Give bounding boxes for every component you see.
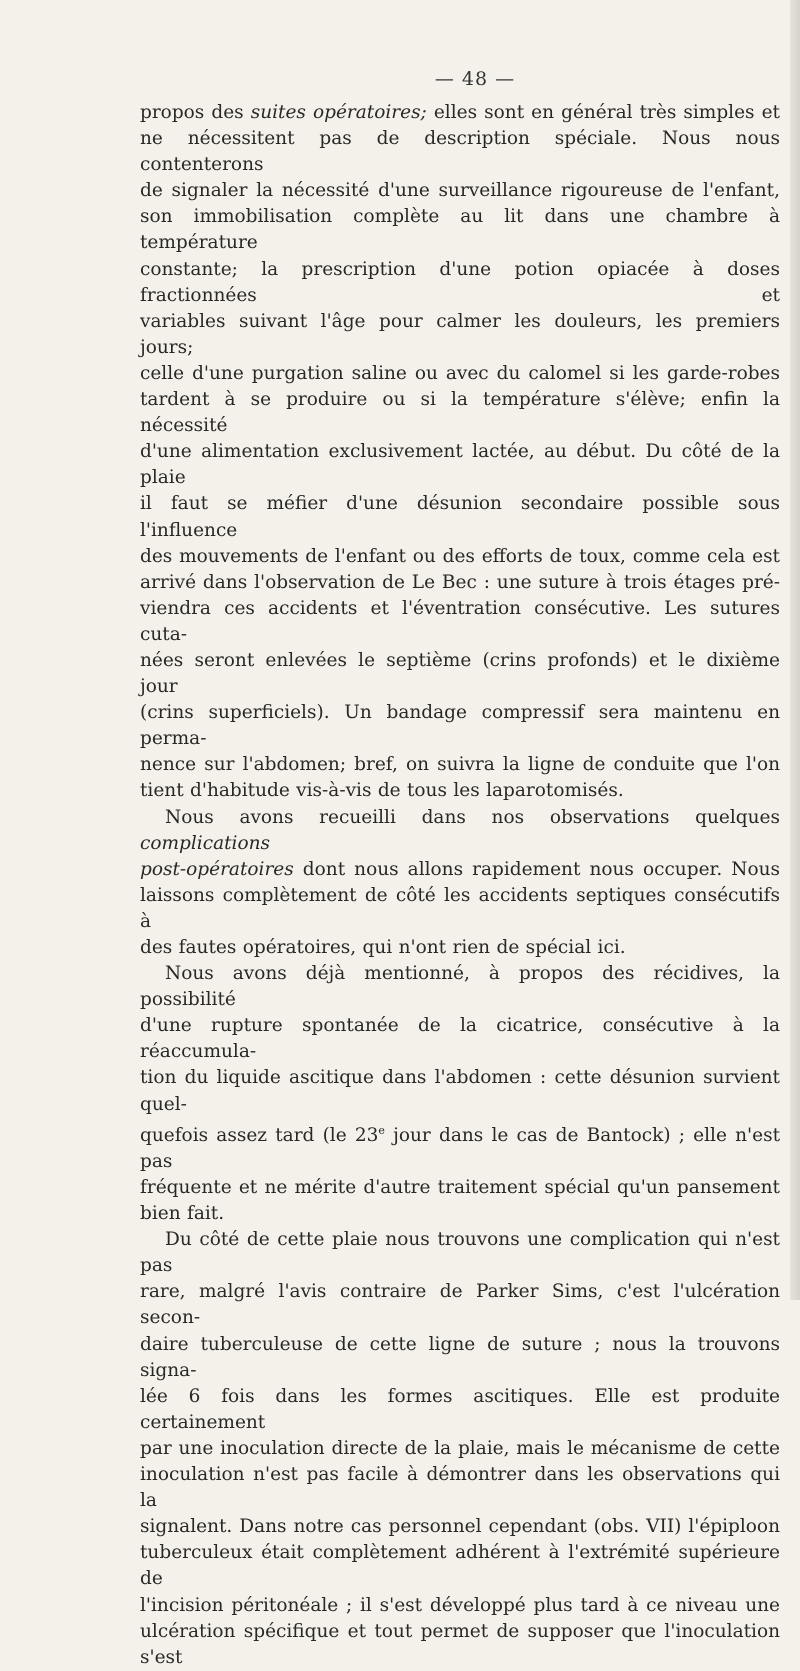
text-line: ulcération spécifique et tout permet de supposer que l'inoculation s'est — [140, 1620, 780, 1668]
text-line: tardent à se produire ou si la température s'élève; enfin la nécessité — [140, 389, 780, 437]
text-line: d'une rupture spontanée de la cicatrice, consécutive à la réaccumula- — [140, 1015, 780, 1063]
text-line: variables suivant l'âge pour calmer les douleurs, les premiers jours; — [140, 310, 780, 358]
text-line: tient d'habitude vis-à-vis de tous les laparotomisés. — [140, 780, 624, 802]
text-line: Nous avons déjà mentionné, à propos des récidives, la possibilité — [140, 963, 780, 1011]
text-line: des mouvements de l'enfant ou des efforts de toux, comme cela est — [140, 545, 780, 567]
text-line: constante; la prescription d'une potion opiacée à doses fractionnées et — [140, 258, 780, 306]
book-page — [140, 68, 780, 1671]
text-line: ne nécessitent pas de description spéciale. Nous nous contenterons — [140, 128, 780, 176]
page-number: — 48 — — [434, 68, 516, 90]
text-line: par une inoculation directe de la plaie, mais le mécanisme de cette — [140, 1437, 780, 1459]
text-line: post-opératoires dont nous allons rapidement nous occuper. Nous — [140, 858, 780, 880]
text-line: il faut se méfier d'une désunion secondaire possible sous l'influence — [140, 493, 780, 541]
text-line: rare, malgré l'avis contraire de Parker Sims, c'est l'ulcération secon- — [140, 1281, 780, 1329]
page-edge — [790, 0, 800, 1300]
text-line: celle d'une purgation saline ou avec du calomel si les garde-robes — [140, 362, 780, 384]
text-line: daire tuberculeuse de cette ligne de suture ; nous la trouvons signa- — [140, 1333, 780, 1381]
text-line: nées seront enlevées le septième (crins profonds) et le dixième jour — [140, 649, 780, 698]
text-line: tion du liquide ascitique dans l'abdomen : cette désunion survient quel- — [140, 1067, 780, 1115]
text-line: propos des suites opératoires; elles sont en général très simples et — [140, 102, 780, 123]
text-line: arrivé dans l'observation de Le Bec : une suture à trois étages pré- — [140, 571, 780, 593]
text-line: (crins superficiels). Un bandage compressif sera maintenu en perma- — [140, 702, 780, 750]
text-line: de signaler la nécessité d'une surveillance rigoureuse de l'enfant, — [140, 180, 780, 202]
text-line: bien fait. — [140, 1203, 225, 1225]
text-line: tuberculeux était complètement adhérent à l'extrémité supérieure de — [140, 1542, 780, 1590]
text-line: signalent. Dans notre cas personnel cependant (obs. VII) l'épiploon — [140, 1516, 780, 1538]
text-line: l'incision péritonéale ; il s'est développé plus tard à ce niveau une — [140, 1594, 780, 1616]
text-line: viendra ces accidents et l'éventration consécutive. Les sutures cuta- — [140, 597, 780, 645]
text-line: inoculation n'est pas facile à démontrer dans les observations qui la — [140, 1464, 780, 1512]
text-line: des fautes opératoires, qui n'ont rien de spécial ici. — [140, 937, 626, 958]
text-line: lée 6 fois dans les formes ascitiques. Elle est produite certainement — [140, 1385, 780, 1433]
text-line: laissons complètement de côté les accidents septiques consécutifs à — [140, 884, 780, 932]
text-line: quefois assez tard (le 23e jour dans le cas de Bantock) ; elle n'est pas — [140, 1123, 780, 1172]
body-text — [140, 100, 780, 1671]
text-line: Nous avons recueilli dans nos observations quelques complications — [140, 806, 780, 854]
text-line: son immobilisation complète au lit dans une chambre à température — [140, 206, 780, 254]
text-line: Du côté de cette plaie nous trouvons une complication qui n'est pas — [140, 1229, 780, 1277]
text-line: nence sur l'abdomen; bref, on suivra la ligne de conduite que l'on — [140, 754, 780, 776]
text-line: fréquente et ne mérite d'autre traitement spécial qu'un pansement — [140, 1177, 780, 1198]
text-line: d'une alimentation exclusivement lactée, au début. Du côté de la plaie — [140, 441, 780, 489]
